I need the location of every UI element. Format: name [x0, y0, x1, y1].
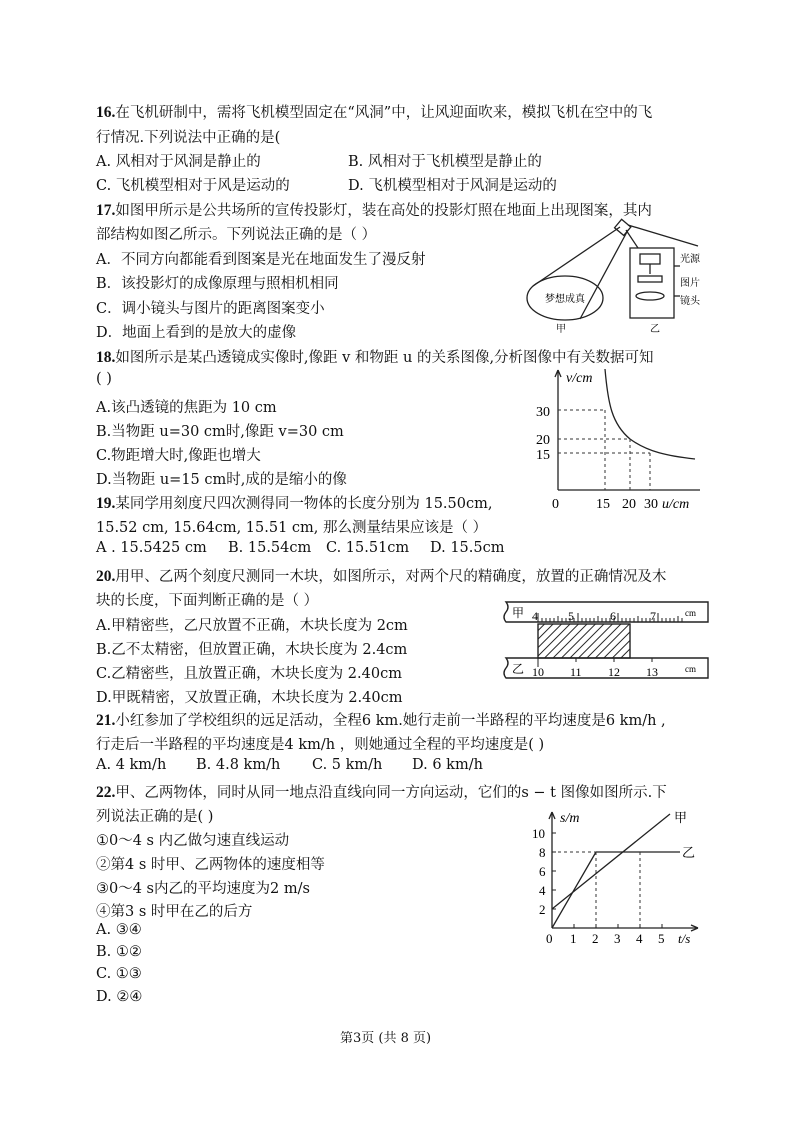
x-tick-5: 5: [658, 931, 665, 946]
x-tick-1: 1: [570, 931, 577, 946]
q17-option-c: C．调小镜头与图片的距离图案变小: [96, 301, 325, 317]
q20-number: 20.: [96, 568, 116, 585]
q18-option-d: D.当物距 u=15 cm时,成的是缩小的像: [96, 472, 347, 488]
q21-option-a: A. 4 km/h: [96, 757, 167, 773]
graph-ylabel: s/m: [560, 811, 580, 826]
x-tick-15: 15: [596, 497, 610, 512]
q19-number: 19.: [96, 495, 116, 512]
q20-option-c: C.乙精密些，且放置正确，木块长度为 2.40cm: [96, 666, 402, 682]
q22-stem-text-1: 甲、乙两物体，同时从同一地点沿直线向同一方向运动，它们的s − t 图像如图所示.下: [115, 785, 667, 801]
q22-number: 22.: [96, 784, 116, 801]
guide-lines: [552, 852, 640, 928]
ruler-yi-ticks: [538, 658, 652, 667]
q21-option-b: B. 4.8 km/h: [196, 757, 281, 773]
q16-stem-text-1: 在飞机研制中，需将飞机模型固定在“风洞”中，让风迎面吹来，模拟飞机在空中的飞: [115, 105, 653, 121]
y-tick-15: 15: [536, 448, 550, 463]
q19-option-b: B. 15.54cm: [228, 540, 312, 556]
q21-option-d: D. 6 km/h: [412, 757, 483, 773]
q18-option-c: C.物距增大时,像距也增大: [96, 448, 261, 464]
q19-stem-line-2: 15.52 cm, 15.64cm, 15.51 cm, 那么测量结果应该是（ ）: [96, 520, 488, 536]
line-jia: [552, 814, 670, 909]
x-tick-30: 30: [644, 497, 658, 512]
q22-s-t-graph: [530, 808, 705, 948]
graph-xlabel: u/cm: [662, 497, 690, 512]
q18-option-a: A.该凸透镜的焦距为 10 cm: [96, 400, 277, 416]
q21-stem-line-2: 行走后一半路程的平均速度是4 km/h ，则她通过全程的平均速度是( ): [96, 737, 545, 753]
q19-option-a: A . 15.5425 cm: [96, 540, 207, 556]
q16-option-b: B. 风相对于飞机模型是静止的: [348, 154, 542, 170]
y-tick-20: 20: [536, 433, 550, 448]
q16-option-c: C. 飞机模型相对于风是运动的: [96, 178, 290, 194]
q17-option-a: A．不同方向都能看到图案是光在地面发生了漫反射: [96, 252, 426, 268]
line-jia-label: 甲: [674, 811, 688, 826]
y-tick-10: 10: [532, 826, 545, 841]
q19-stem-line-1: [96, 492, 492, 513]
q18-number: 18.: [96, 349, 116, 366]
figure-label-jia: 甲: [556, 324, 566, 335]
v-u-curve: [605, 369, 695, 459]
ruler-yi-unit: cm: [685, 664, 696, 674]
ruler-jia-tick-4: 4: [532, 609, 538, 623]
q20-stem-line-2: 块的长度，下面判断正确的是（ ）: [96, 593, 319, 609]
q19-stem-text-1: 某同学用刻度尺四次测得同一物体的长度分别为 15.50cm,: [115, 496, 493, 512]
x-tick-20: 20: [622, 497, 636, 512]
q22-option-a: A. ③④: [96, 922, 142, 938]
line-yi-label: 乙: [682, 846, 696, 861]
label-light-source: 光源: [680, 254, 700, 265]
q16-option-d: D. 飞机模型相对于风洞是运动的: [348, 178, 557, 194]
guide-lines: [558, 410, 650, 490]
pattern-text: 梦想成真: [545, 294, 585, 305]
q21-option-c: C. 5 km/h: [312, 757, 383, 773]
q20-option-b: B.乙不太精密，但放置正确，木块长度为 2.4cm: [96, 642, 408, 658]
q18-stem-line-2: ( ): [96, 371, 112, 387]
q17-option-b: B．该投影灯的成像原理与照相机相同: [96, 276, 339, 292]
y-tick-6: 6: [539, 864, 546, 879]
ruler-yi-label: 乙: [512, 662, 525, 676]
graph-ylabel: v/cm: [566, 371, 593, 386]
q22-statement-1: ①0～4 s 内乙做匀速直线运动: [96, 833, 290, 849]
ruler-jia-label: 甲: [512, 606, 525, 620]
ruler-yi-tick-13: 13: [646, 665, 658, 679]
q16-option-a: A. 风相对于风洞是静止的: [96, 154, 261, 170]
figure-label-yi: 乙: [650, 324, 660, 335]
q16-stem-line-1: [96, 101, 652, 122]
ruler-jia-tick-7: 7: [650, 609, 656, 623]
q20-stem-line-1: [96, 565, 666, 586]
y-tick-30: 30: [536, 405, 550, 420]
page-footer: 第3页 (共 8 页): [340, 1031, 432, 1046]
q18-stem-text-1: 如图所示是某凸透镜成实像时,像距 v 和物距 u 的关系图像,分析图像中有关数据可知: [115, 350, 654, 366]
q22-statement-4: ④第3 s 时甲在乙的后方: [96, 904, 253, 920]
q20-stem-text-1: 用甲、乙两个刻度尺测同一木块，如图所示，对两个尺的精确度，放置的正确情况及木: [115, 569, 667, 585]
x-tick-4: 4: [636, 931, 643, 946]
x-tick-3: 3: [614, 931, 621, 946]
line-yi-rising: [552, 852, 596, 928]
q17-stem-text-1: 如图甲所示是公共场所的宣传投影灯，装在高处的投影灯照在地面上出现图案，其内: [115, 203, 652, 219]
q22-option-d: D. ②④: [96, 989, 143, 1005]
q17-projector-figure: [520, 216, 710, 336]
q19-option-d: D. 15.5cm: [430, 540, 505, 556]
q20-option-a: A.甲精密些，乙尺放置不正确，木块长度为 2cm: [96, 618, 408, 634]
q22-stem-line-1: [96, 781, 667, 802]
q21-stem-line-1: [96, 709, 666, 730]
label-picture: 图片: [680, 278, 700, 289]
q22-stem-line-2: 列说法正确的是( ): [96, 809, 214, 825]
y-tick-8: 8: [539, 845, 546, 860]
q16-number: 16.: [96, 104, 116, 121]
ruler-yi-tick-10: 10: [532, 665, 544, 679]
ruler-jia-unit: cm: [685, 608, 696, 618]
q20-rulers-figure: [500, 600, 712, 682]
wooden-block: [538, 624, 630, 658]
q17-number: 17.: [96, 202, 116, 219]
q21-stem-text-1: 小红参加了学校组织的远足活动，全程6 km.她行走前一半路程的平均速度是6 km/h ,: [115, 713, 666, 729]
q16-stem-line-2: 行情况.下列说法中正确的是(: [96, 130, 281, 146]
q22-option-c: C. ①③: [96, 966, 142, 982]
ruler-jia-tick-6: 6: [610, 609, 616, 623]
origin-label: 0: [552, 497, 559, 512]
y-tick-2: 2: [539, 902, 546, 917]
graph-xlabel: t/s: [678, 931, 691, 946]
q21-number: 21.: [96, 712, 116, 729]
y-tick-4: 4: [539, 883, 546, 898]
axis-ticks: [552, 833, 662, 928]
q17-stem-line-2: 部结构如图乙所示。下列说法正确的是（ ）: [96, 227, 377, 243]
label-lens: 镜头: [680, 296, 700, 307]
q18-v-u-graph: [530, 364, 705, 514]
q22-statement-2: ②第4 s 时甲、乙两物体的速度相等: [96, 857, 325, 873]
x-tick-2: 2: [592, 931, 599, 946]
ruler-yi-tick-11: 11: [570, 665, 582, 679]
ruler-yi-tick-12: 12: [608, 665, 620, 679]
q22-option-b: B. ①②: [96, 944, 142, 960]
origin-label: 0: [546, 931, 553, 946]
q20-option-d: D.甲既精密，又放置正确，木块长度为 2.40cm: [96, 690, 403, 706]
q18-option-b: B.当物距 u=30 cm时,像距 v=30 cm: [96, 424, 344, 440]
ruler-jia-tick-5: 5: [568, 609, 574, 623]
q17-option-d: D．地面上看到的是放大的虚像: [96, 325, 297, 341]
q19-option-c: C. 15.51cm: [326, 540, 410, 556]
q22-statement-3: ③0～4 s内乙的平均速度为2 m/s: [96, 881, 310, 897]
